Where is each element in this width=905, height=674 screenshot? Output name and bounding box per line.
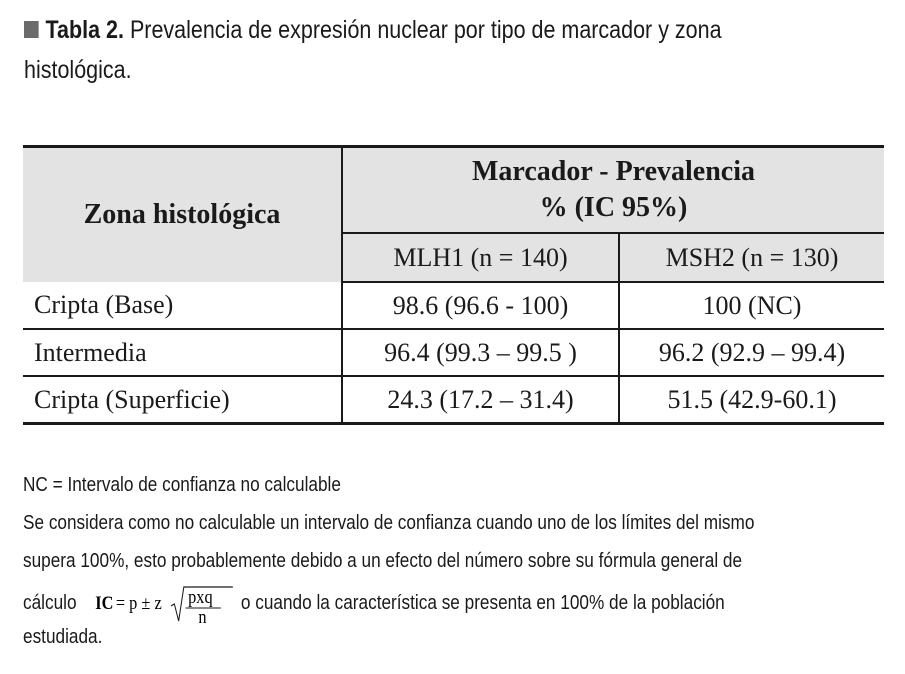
table-row <box>23 376 884 424</box>
square-bullet-icon <box>24 21 39 38</box>
table-caption <box>24 10 893 90</box>
header-row <box>23 147 884 234</box>
header-marker-line1: Marcador - Prevalencia <box>471 156 756 187</box>
row-zone: Intermedia <box>23 329 342 376</box>
header-marker <box>342 147 884 234</box>
row-msh2-value: 51.5 (42.9-60.1) <box>619 376 884 424</box>
formula-lhs: IC <box>95 591 114 614</box>
header-marker-line2: % (IC 95%) <box>539 192 688 223</box>
formula-denominator: n <box>198 605 207 624</box>
note-line: estudiada. <box>23 626 103 648</box>
row-zone: Cripta (Base) <box>23 282 342 329</box>
note-text: o cuando la característica se presenta en 100% de la población <box>240 592 725 614</box>
row-msh2-value: 96.2 (92.9 – 99.4) <box>619 329 884 376</box>
caption-text-line2: histológica. <box>24 56 132 84</box>
row-zone: Cripta (Superficie) <box>23 376 342 424</box>
caption-label: Tabla 2. <box>45 16 124 44</box>
note-line: NC = Intervalo de confianza no calculable <box>23 474 341 496</box>
formula-numerator: pxq <box>187 585 213 608</box>
row-msh2-value: 100 (NC) <box>619 282 884 329</box>
prevalence-table <box>23 145 884 425</box>
note-line: Se considera como no calculable un intervalo de confianza cuando uno de los límites del mismo <box>23 512 755 534</box>
note-line: supera 100%, esto probablemente debido a un efecto del número sobre su fórmula general de <box>23 550 743 572</box>
formula-eq: = p ± z <box>115 591 162 614</box>
note-text: cálculo <box>23 592 77 614</box>
table-row <box>23 329 884 376</box>
subheader-msh2: MSH2 (n = 130) <box>619 233 884 282</box>
row-mlh1-value: 24.3 (17.2 – 31.4) <box>342 376 619 424</box>
confidence-interval-formula <box>81 584 236 624</box>
row-mlh1-value: 96.4 (99.3 – 99.5 ) <box>342 329 619 376</box>
table-notes <box>23 466 892 656</box>
row-mlh1-value: 98.6 (96.6 - 100) <box>342 282 619 329</box>
subheader-mlh1: MLH1 (n = 140) <box>342 233 619 282</box>
header-zone: Zona histológica <box>23 147 342 283</box>
table-row <box>23 282 884 329</box>
caption-text: Prevalencia de expresión nuclear por tipo de marcador y zona <box>123 16 722 44</box>
note-line-formula <box>23 580 892 626</box>
